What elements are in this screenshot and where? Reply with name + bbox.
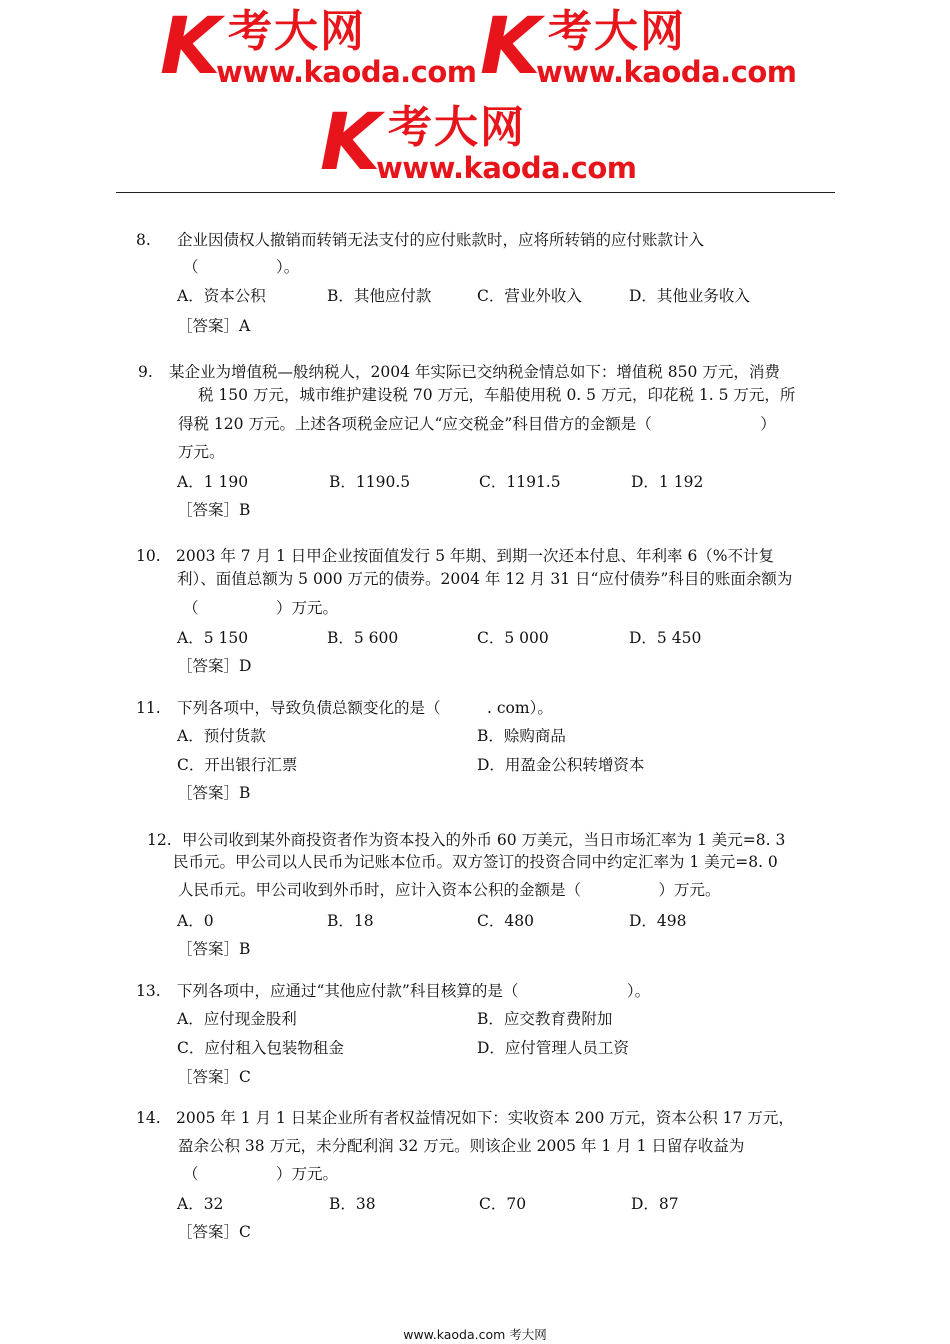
kaoda-logo-1 bbox=[160, 2, 480, 92]
logo-k-mark: K bbox=[160, 2, 217, 92]
logo-k-mark: K bbox=[480, 2, 537, 92]
option-b: B．其他应付款 bbox=[327, 287, 432, 305]
answer: ［答案］B bbox=[177, 784, 251, 802]
answer: ［答案］A bbox=[177, 317, 251, 335]
logo-name: 考大网 bbox=[388, 102, 526, 153]
logo-name: 考大网 bbox=[548, 6, 686, 57]
question-number: 13. bbox=[136, 982, 161, 1000]
question-text: 民币元。甲公司以人民币为记账本位币。双方签订的投资合同中约定汇率为 1 美元=8. 0 bbox=[173, 853, 778, 871]
option-a: A．0 bbox=[177, 912, 214, 930]
question-number: 8. bbox=[136, 231, 151, 249]
option-c: C．开出银行汇票 bbox=[177, 756, 298, 774]
question-text: 盈余公积 38 万元，未分配利润 32 万元。则该企业 2005 年 1 月 1 日留存收益为 bbox=[178, 1137, 745, 1155]
option-b: B．赊购商品 bbox=[477, 727, 566, 745]
option-b: B．应交教育费附加 bbox=[477, 1010, 613, 1028]
option-d: D．其他业务收入 bbox=[629, 287, 750, 305]
answer: ［答案］B bbox=[177, 501, 251, 519]
logo-url: www.kaoda.com bbox=[376, 151, 637, 185]
kaoda-logo-2 bbox=[480, 2, 800, 92]
logo-k-mark: K bbox=[320, 98, 377, 188]
option-d: D．1 192 bbox=[631, 473, 704, 491]
option-d: D．87 bbox=[631, 1195, 679, 1213]
question-number: 12. bbox=[147, 831, 172, 849]
question-text: 人民币元。甲公司收到外币时，应计入资本公积的金额是（ ）万元。 bbox=[178, 881, 721, 899]
question-number: 9. bbox=[138, 363, 153, 381]
option-a: A．资本公积 bbox=[177, 287, 266, 305]
question-text: 企业因债权人撤销而转销无法支付的应付账款时，应将所转销的应付账款计入 bbox=[177, 231, 705, 249]
option-d: D．应付管理人员工资 bbox=[477, 1039, 629, 1057]
option-c: C．5 000 bbox=[477, 629, 549, 647]
question-number: 11. bbox=[136, 699, 161, 717]
question-text: 2005 年 1 月 1 日某企业所有者权益情况如下：实收资本 200 万元，资本公积 17 万元， bbox=[176, 1109, 794, 1127]
question-number: 14. bbox=[136, 1109, 161, 1127]
question-text: 2003 年 7 月 1 日甲企业按面值发行 5 年期、到期一次还本付息、年利率 6（%不计复 bbox=[176, 547, 775, 565]
logo-url: www.kaoda.com bbox=[536, 55, 797, 89]
option-a: A．1 190 bbox=[177, 473, 249, 491]
answer: ［答案］B bbox=[177, 940, 251, 958]
question-text: 甲公司收到某外商投资者作为资本投入的外币 60 万美元，当日市场汇率为 1 美元=8. 3 bbox=[182, 831, 786, 849]
option-d: D．5 450 bbox=[629, 629, 702, 647]
option-c: C．应付租入包装物租金 bbox=[177, 1039, 344, 1057]
logo-name: 考大网 bbox=[228, 6, 366, 57]
question-number: 10. bbox=[136, 547, 161, 565]
answer: ［答案］C bbox=[177, 1223, 251, 1241]
logo-url: www.kaoda.com bbox=[216, 55, 477, 89]
question-text: 税 150 万元，城市维护建设税 70 万元，车船使用税 0. 5 万元，印花税 1. 5 万元，所 bbox=[198, 386, 796, 404]
question-text: 下列各项中，应通过“其他应付款”科目核算的是（ ）。 bbox=[177, 982, 651, 1000]
question-text: 得税 120 万元。上述各项税金应记人“应交税金”科目借方的金额是（ ） bbox=[178, 415, 776, 433]
page-footer: www.kaoda.com 考大网 bbox=[403, 1327, 547, 1342]
question-text: 万元。 bbox=[178, 443, 225, 461]
header-divider bbox=[116, 192, 835, 193]
option-a: A．5 150 bbox=[177, 629, 249, 647]
question-text: 某企业为增值税—般纳税人，2004 年实际已交纳税金情总如下：增值税 850 万元，消费 bbox=[169, 363, 780, 381]
kaoda-logo-3 bbox=[320, 98, 640, 188]
option-c: C．1191.5 bbox=[479, 473, 561, 491]
option-c: C．70 bbox=[479, 1195, 527, 1213]
option-b: B．38 bbox=[329, 1195, 376, 1213]
question-text: （ ）万元。 bbox=[183, 1165, 339, 1183]
question-text: 利）、面值总额为 5 000 万元的债券。2004 年 12 月 31 日“应付债券”科目的账面余额为 bbox=[177, 570, 793, 588]
option-a: A．预付货款 bbox=[177, 727, 266, 745]
answer: ［答案］D bbox=[177, 657, 252, 675]
option-b: B．18 bbox=[327, 912, 374, 930]
answer: ［答案］C bbox=[177, 1068, 251, 1086]
question-text: （ ）。 bbox=[183, 258, 300, 276]
option-b: B．1190.5 bbox=[329, 473, 411, 491]
option-c: C．营业外收入 bbox=[477, 287, 582, 305]
option-a: A．32 bbox=[177, 1195, 224, 1213]
option-a: A．应付现金股利 bbox=[177, 1010, 297, 1028]
option-c: C．480 bbox=[477, 912, 534, 930]
question-text: 下列各项中，导致负债总额变化的是（ . com）。 bbox=[177, 699, 553, 717]
option-d: D．用盈金公积转增资本 bbox=[477, 756, 645, 774]
option-b: B．5 600 bbox=[327, 629, 399, 647]
question-text: （ ）万元。 bbox=[183, 599, 339, 617]
option-d: D．498 bbox=[629, 912, 687, 930]
